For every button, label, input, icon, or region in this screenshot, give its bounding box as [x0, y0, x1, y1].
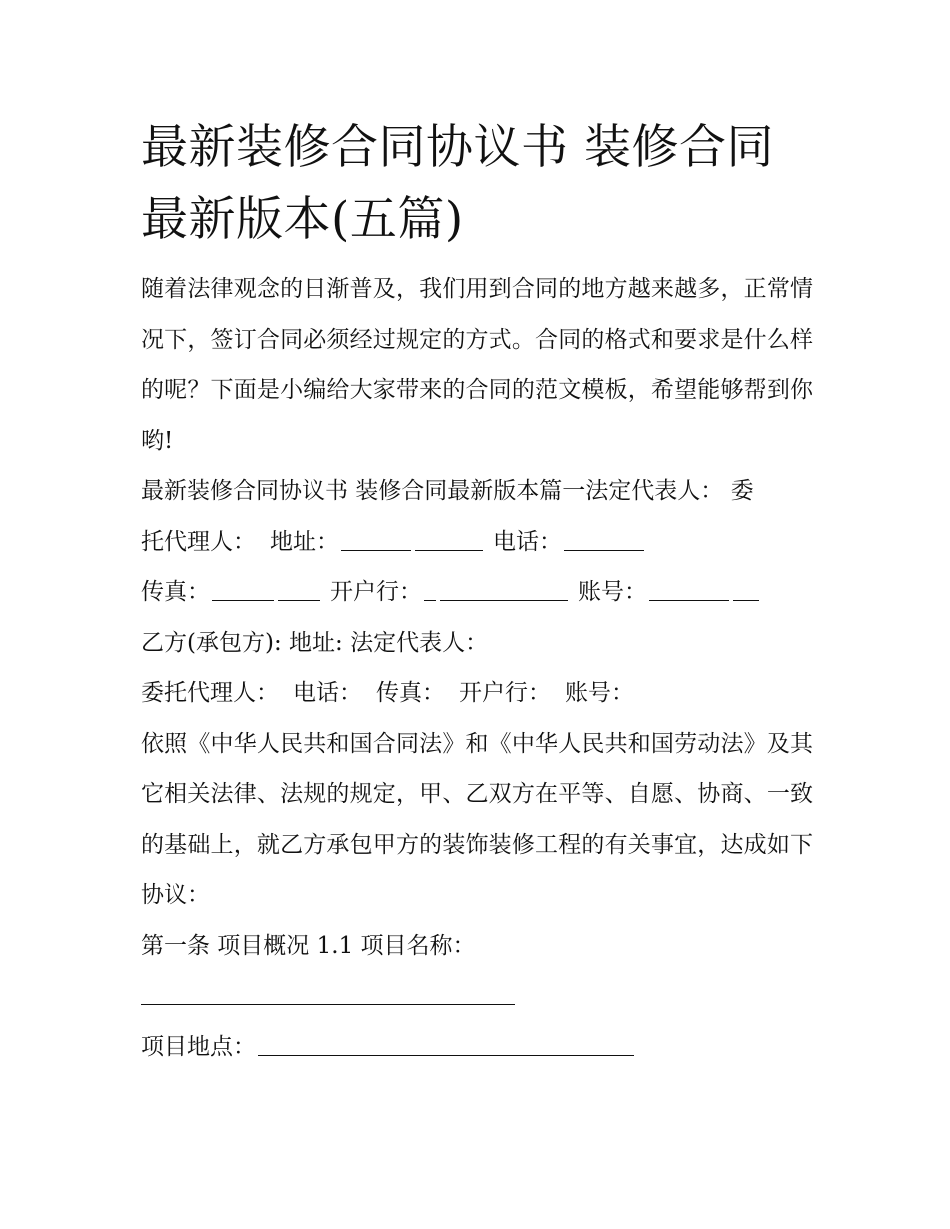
account-blank: [649, 580, 729, 601]
account-label: 账号：: [578, 579, 647, 605]
account-blank-2: [733, 580, 759, 601]
address-blank: [341, 530, 411, 551]
article-1-heading: 第一条 项目概况 1.1 项目名称：: [141, 932, 476, 959]
intro-paragraph: 随着法律观念的日渐普及，我们用到合同的地方越来越多，正常情况下，签订合同必须经过规定的方式。合同的格式和要求是什么样的呢？下面是小编给大家带来的合同的范文模板，希望能够帮到你哟!: [141, 276, 813, 454]
phone-label: 电话：: [493, 528, 562, 555]
project-location-blank: [258, 1035, 634, 1056]
bank-blank: [424, 580, 436, 601]
address-blank-2: [415, 530, 483, 551]
fax-label: 传真：: [141, 579, 210, 605]
basis-paragraph: 依照《中华人民共和国合同法》和《中华人民共和国劳动法》及其它相关法律、法规的规定，甲、乙双方在平等、自愿、协商、一致的基础上，就乙方承包甲方的装饰装修工程的有关事宜，达成如下协议：: [141, 730, 813, 908]
fax-blank-2: [278, 580, 320, 601]
document-title: 最新装修合同协议书 装修合同最新版本(五篇): [141, 120, 774, 247]
party-b-bank-label: 开户行：: [459, 680, 551, 706]
party-a-line-2: [141, 567, 813, 618]
section-heading: 最新装修合同协议书 装修合同最新版本篇一法定代表人： 委: [141, 478, 754, 504]
address-label: 地址：: [270, 528, 339, 555]
party-b-agent-label: 委托代理人：: [141, 680, 279, 706]
party-b-line-1: 乙方(承包方): 地址: 法定代表人：: [141, 629, 489, 656]
project-location-label: 项目地点：: [141, 1033, 256, 1060]
project-name-line: [141, 971, 813, 1022]
bank-blank-2: [440, 580, 568, 601]
party-a-line-1: [141, 517, 813, 568]
phone-blank: [564, 530, 644, 551]
document-page: [141, 112, 813, 1072]
party-b-account-label: 账号：: [565, 680, 634, 706]
project-location-line: [141, 1022, 813, 1073]
project-name-blank: [141, 984, 515, 1005]
party-b-fax-label: 传真：: [376, 680, 445, 706]
party-b-line-2: [141, 668, 813, 719]
party-b-phone-label: 电话：: [293, 680, 362, 706]
agent-label: 托代理人：: [141, 528, 256, 555]
fax-blank: [212, 580, 274, 601]
bank-label: 开户行：: [330, 579, 422, 605]
